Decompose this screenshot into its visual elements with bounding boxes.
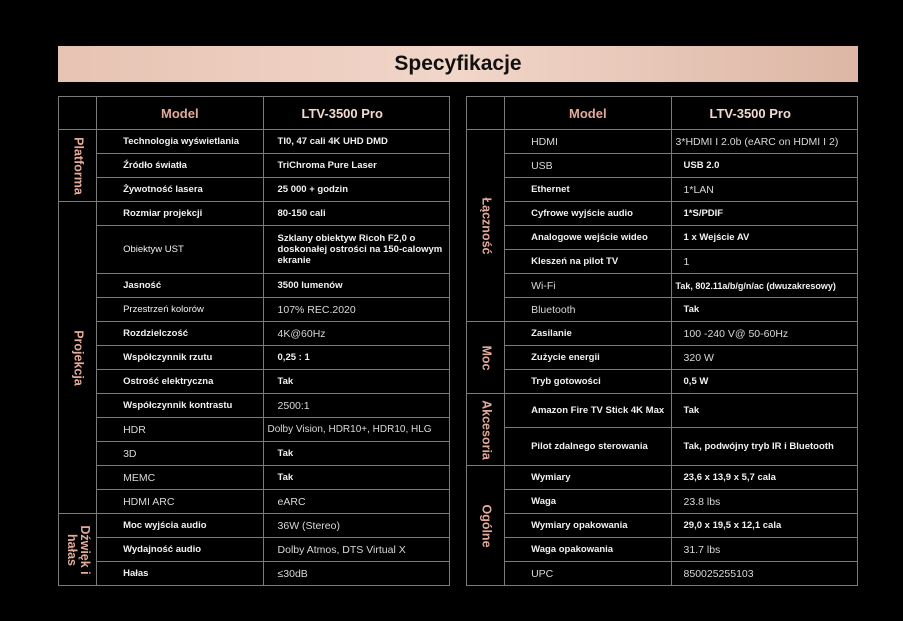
param-label: HDMI ARC [97, 490, 263, 514]
table-row [467, 466, 858, 490]
param-label: USB [505, 154, 671, 178]
table-row [467, 226, 858, 250]
table-row [59, 418, 450, 442]
param-value: 100 -240 V@ 50-60Hz [671, 322, 857, 346]
table-row [467, 298, 858, 322]
param-value: Tak [263, 370, 449, 394]
param-value: Tak [263, 442, 449, 466]
param-label: Kleszeń na pilot TV [505, 250, 671, 274]
table-row [467, 490, 858, 514]
param-value: Dolby Atmos, DTS Virtual X [263, 538, 449, 562]
header-product-label: LTV-3500 Pro [263, 97, 449, 130]
param-label: Technologia wyświetlania [97, 130, 263, 154]
param-label: MEMC [97, 466, 263, 490]
param-label: Amazon Fire TV Stick 4K Max [505, 394, 671, 428]
table-row [467, 322, 858, 346]
param-label: HDR [97, 418, 263, 442]
param-label: Cyfrowe wyjście audio [505, 202, 671, 226]
section-dzwiek-i-halas [59, 514, 97, 586]
param-value: eARC [263, 490, 449, 514]
table-row [467, 394, 858, 428]
table-row [59, 538, 450, 562]
param-label: Ethernet [505, 178, 671, 202]
param-value: 1*LAN [671, 178, 857, 202]
param-value: 23,6 x 13,9 x 5,7 cala [671, 466, 857, 490]
table-row [467, 154, 858, 178]
param-label: Rozmiar projekcji [97, 202, 263, 226]
header-model-label: Model [97, 97, 263, 130]
param-label: Wi-Fi [505, 274, 671, 298]
param-label: Obiektyw UST [97, 226, 263, 274]
param-label: Wydajność audio [97, 538, 263, 562]
param-value: 25 000 + godzin [263, 178, 449, 202]
section-label: Łączność [479, 197, 494, 254]
table-row [467, 428, 858, 466]
table-row [59, 274, 450, 298]
left-spec-table [58, 96, 450, 586]
header-corner [59, 97, 97, 130]
table-row [467, 202, 858, 226]
param-label: HDMI [505, 130, 671, 154]
table-row [59, 394, 450, 418]
table-row [59, 130, 450, 154]
table-row [59, 202, 450, 226]
param-label: Ostrość elektryczna [97, 370, 263, 394]
param-label: Żywotność lasera [97, 178, 263, 202]
section-label: Platforma [71, 136, 86, 195]
param-value: 3*HDMI I 2.0b (eARC on HDMI I 2) [671, 130, 857, 154]
param-value: 1*S/PDIF [671, 202, 857, 226]
param-value: 80-150 cali [263, 202, 449, 226]
param-value: TriChroma Pure Laser [263, 154, 449, 178]
table-row [59, 154, 450, 178]
table-row [467, 538, 858, 562]
param-label: UPC [505, 562, 671, 586]
param-value: 107% REC.2020 [263, 298, 449, 322]
table-row [467, 370, 858, 394]
section-label: Akcesoria [479, 399, 494, 460]
param-value: 0,25 : 1 [263, 346, 449, 370]
table-row [467, 250, 858, 274]
param-value: 0,5 W [671, 370, 857, 394]
section-lacznosc [467, 130, 505, 322]
header-corner [467, 97, 505, 130]
param-value: 31.7 lbs [671, 538, 857, 562]
param-label: Analogowe wejście wideo [505, 226, 671, 250]
section-label [65, 525, 91, 574]
param-value: Tak [263, 466, 449, 490]
table-row [59, 226, 450, 274]
param-label: Przestrzeń kolorów [97, 298, 263, 322]
param-value: 850025255103 [671, 562, 857, 586]
param-value: Dolby Vision, HDR10+, HDR10, HLG [263, 418, 449, 442]
table-header-row [59, 97, 450, 130]
title-bar [58, 46, 858, 82]
param-label: Zasilanie [505, 322, 671, 346]
param-value: 320 W [671, 346, 857, 370]
table-row [467, 514, 858, 538]
section-ogolne [467, 466, 505, 586]
param-label: Wymiary [505, 466, 671, 490]
section-moc [467, 322, 505, 394]
param-label: Waga [505, 490, 671, 514]
param-value: 3500 lumenów [263, 274, 449, 298]
table-row [467, 178, 858, 202]
header-model-label: Model [505, 97, 671, 130]
param-label: Współczynnik rzutu [97, 346, 263, 370]
table-row [467, 346, 858, 370]
param-value: 1 [671, 250, 857, 274]
right-spec-table [466, 96, 858, 586]
param-value: Tak, 802.11a/b/g/n/ac (dwuzakresowy) [671, 274, 857, 298]
table-row [59, 442, 450, 466]
param-label: Współczynnik kontrastu [97, 394, 263, 418]
section-projekcja [59, 202, 97, 514]
table-row [59, 346, 450, 370]
param-value: Tak [671, 298, 857, 322]
table-row [59, 178, 450, 202]
param-value: Szklany obiektyw Ricoh F2,0 o doskonałej ostrości na 150-calowym ekranie [263, 226, 449, 274]
param-value: TI0, 47 cali 4K UHD DMD [263, 130, 449, 154]
header-product-label: LTV-3500 Pro [671, 97, 857, 130]
param-label: Bluetooth [505, 298, 671, 322]
section-label: Moc [479, 345, 494, 370]
param-label: Pilot zdalnego sterowania [505, 428, 671, 466]
section-akcesoria [467, 394, 505, 466]
param-value: ≤30dB [263, 562, 449, 586]
table-row [467, 274, 858, 298]
table-header-row [467, 97, 858, 130]
param-label: Tryb gotowości [505, 370, 671, 394]
param-label: Waga opakowania [505, 538, 671, 562]
table-row [59, 514, 450, 538]
table-row [59, 562, 450, 586]
section-platforma [59, 130, 97, 202]
table-row [59, 322, 450, 346]
param-value: Tak, podwójny tryb IR i Bluetooth [671, 428, 857, 466]
param-label: Wymiary opakowania [505, 514, 671, 538]
param-label: Jasność [97, 274, 263, 298]
section-label-line2: hałas [64, 533, 79, 566]
table-row [59, 298, 450, 322]
section-label-line1: Dźwięk i [77, 524, 92, 575]
param-value: Tak [671, 394, 857, 428]
section-label: Projekcja [71, 329, 86, 386]
param-value: 2500:1 [263, 394, 449, 418]
param-value: 1 x Wejście AV [671, 226, 857, 250]
table-row [59, 370, 450, 394]
param-label: Hałas [97, 562, 263, 586]
param-value: 36W (Stereo) [263, 514, 449, 538]
param-value: USB 2.0 [671, 154, 857, 178]
table-row [59, 466, 450, 490]
section-label: Ogólne [479, 503, 494, 548]
param-value: 29,0 x 19,5 x 12,1 cala [671, 514, 857, 538]
param-label: Źródło światła [97, 154, 263, 178]
param-label: Zużycie energii [505, 346, 671, 370]
param-value: 4K@60Hz [263, 322, 449, 346]
page-title: Specyfikacje [394, 52, 522, 75]
table-row [59, 490, 450, 514]
param-label: Moc wyjścia audio [97, 514, 263, 538]
param-value: 23.8 lbs [671, 490, 857, 514]
table-row [467, 562, 858, 586]
param-label: 3D [97, 442, 263, 466]
param-label: Rozdzielczość [97, 322, 263, 346]
table-row [467, 130, 858, 154]
